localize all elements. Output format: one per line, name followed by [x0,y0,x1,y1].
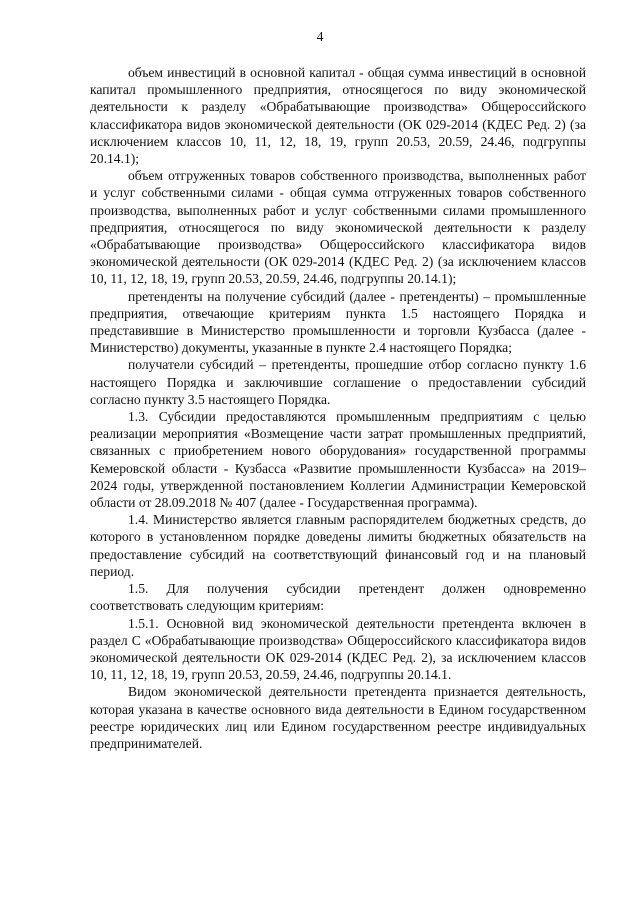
clause-1-3: 1.3. Субсидии предоставляются промышленным предприятиям с целью реализации мероприятия «Возмещение части затрат промышленных предприятий, связанных с приобретением нового оборудования» государственной программы Кемеровской области - Кузбасса «Развитие промышленности Кузбасса» на 2019–2024 годы, утвержденной постановлением Коллегии Администрации Кемеровской области от 28.09.2018 № 407 (далее - Государственная программа). [90,409,586,511]
clause-1-5: 1.5. Для получения субсидии претендент должен одновременно соответствовать следующим критериям: [90,581,586,614]
document-body [90,64,586,752]
activity-type-note: Видом экономической деятельности претендента признается деятельность, которая указана в качестве основного вида деятельности в Едином государственном реестре юридических лиц или Едином государственном реестре индивидуальных предпринимателей. [90,684,586,751]
clause-1-5-1: 1.5.1. Основной вид экономической деятельности претендента включен в раздел С «Обрабатывающие производства» Общероссийского классификатора видов экономической деятельности ОК 029-2014 (КДЕС Ред. 2), за исключением классов 10, 11, 12, 18, 19, групп 20.53, 20.59, 24.46, подгруппы 20.14.1. [90,615,586,683]
definition-applicants: претенденты на получение субсидий (далее - претенденты) – промышленные предприятия, отвечающие критериям пункта 1.5 настоящего Порядка и представившие в Министерство промышленности и торговли Кузбасса (далее - Министерство) документы, указанные в пункте 2.4 настоящего Порядка; [90,288,586,356]
page-number: 4 [316,29,324,44]
clause-1-4: 1.4. Министерство является главным распорядителем бюджетных средств, до которого в установленном порядке доведены лимиты бюджетных обязательств на предоставление субсидий на соответствующий финансовый год и на плановый период. [90,512,586,579]
definition-investment-volume: объем инвестиций в основной капитал - общая сумма инвестиций в основной капитал промышленного предприятия, относящегося по виду экономической деятельности к разделу «Обрабатывающие производства» Общероссийского классификатора видов экономической деятельности (ОК 029-2014 (КДЕС Ред. 2) (за исключением классов 10, 11, 12, 18, 19, групп 20.53, 20.59, 24.46, подгруппы 20.14.1); [90,65,586,167]
definition-recipients: получатели субсидий – претенденты, прошедшие отбор согласно пункту 1.6 настоящего Порядка и заключившие соглашение о предоставлении субсидий согласно пункту 3.5 настоящего Порядка. [90,357,586,407]
definition-shipped-goods-volume: объем отгруженных товаров собственного производства, выполненных работ и услуг собственными силами - общая сумма отгруженных товаров собственного производства, выполненных работ и услуг собственными силами промышленного предприятия, относящегося по виду экономической деятельности к разделу «Обрабатывающие производства» Общероссийского классификатора видов экономической деятельности (ОК 029-2014 (КДЕС Ред. 2) (за исключением классов 10, 11, 12, 18, 19, групп 20.53, 20.59, 24.46, подгруппы 20.14.1); [90,168,586,287]
